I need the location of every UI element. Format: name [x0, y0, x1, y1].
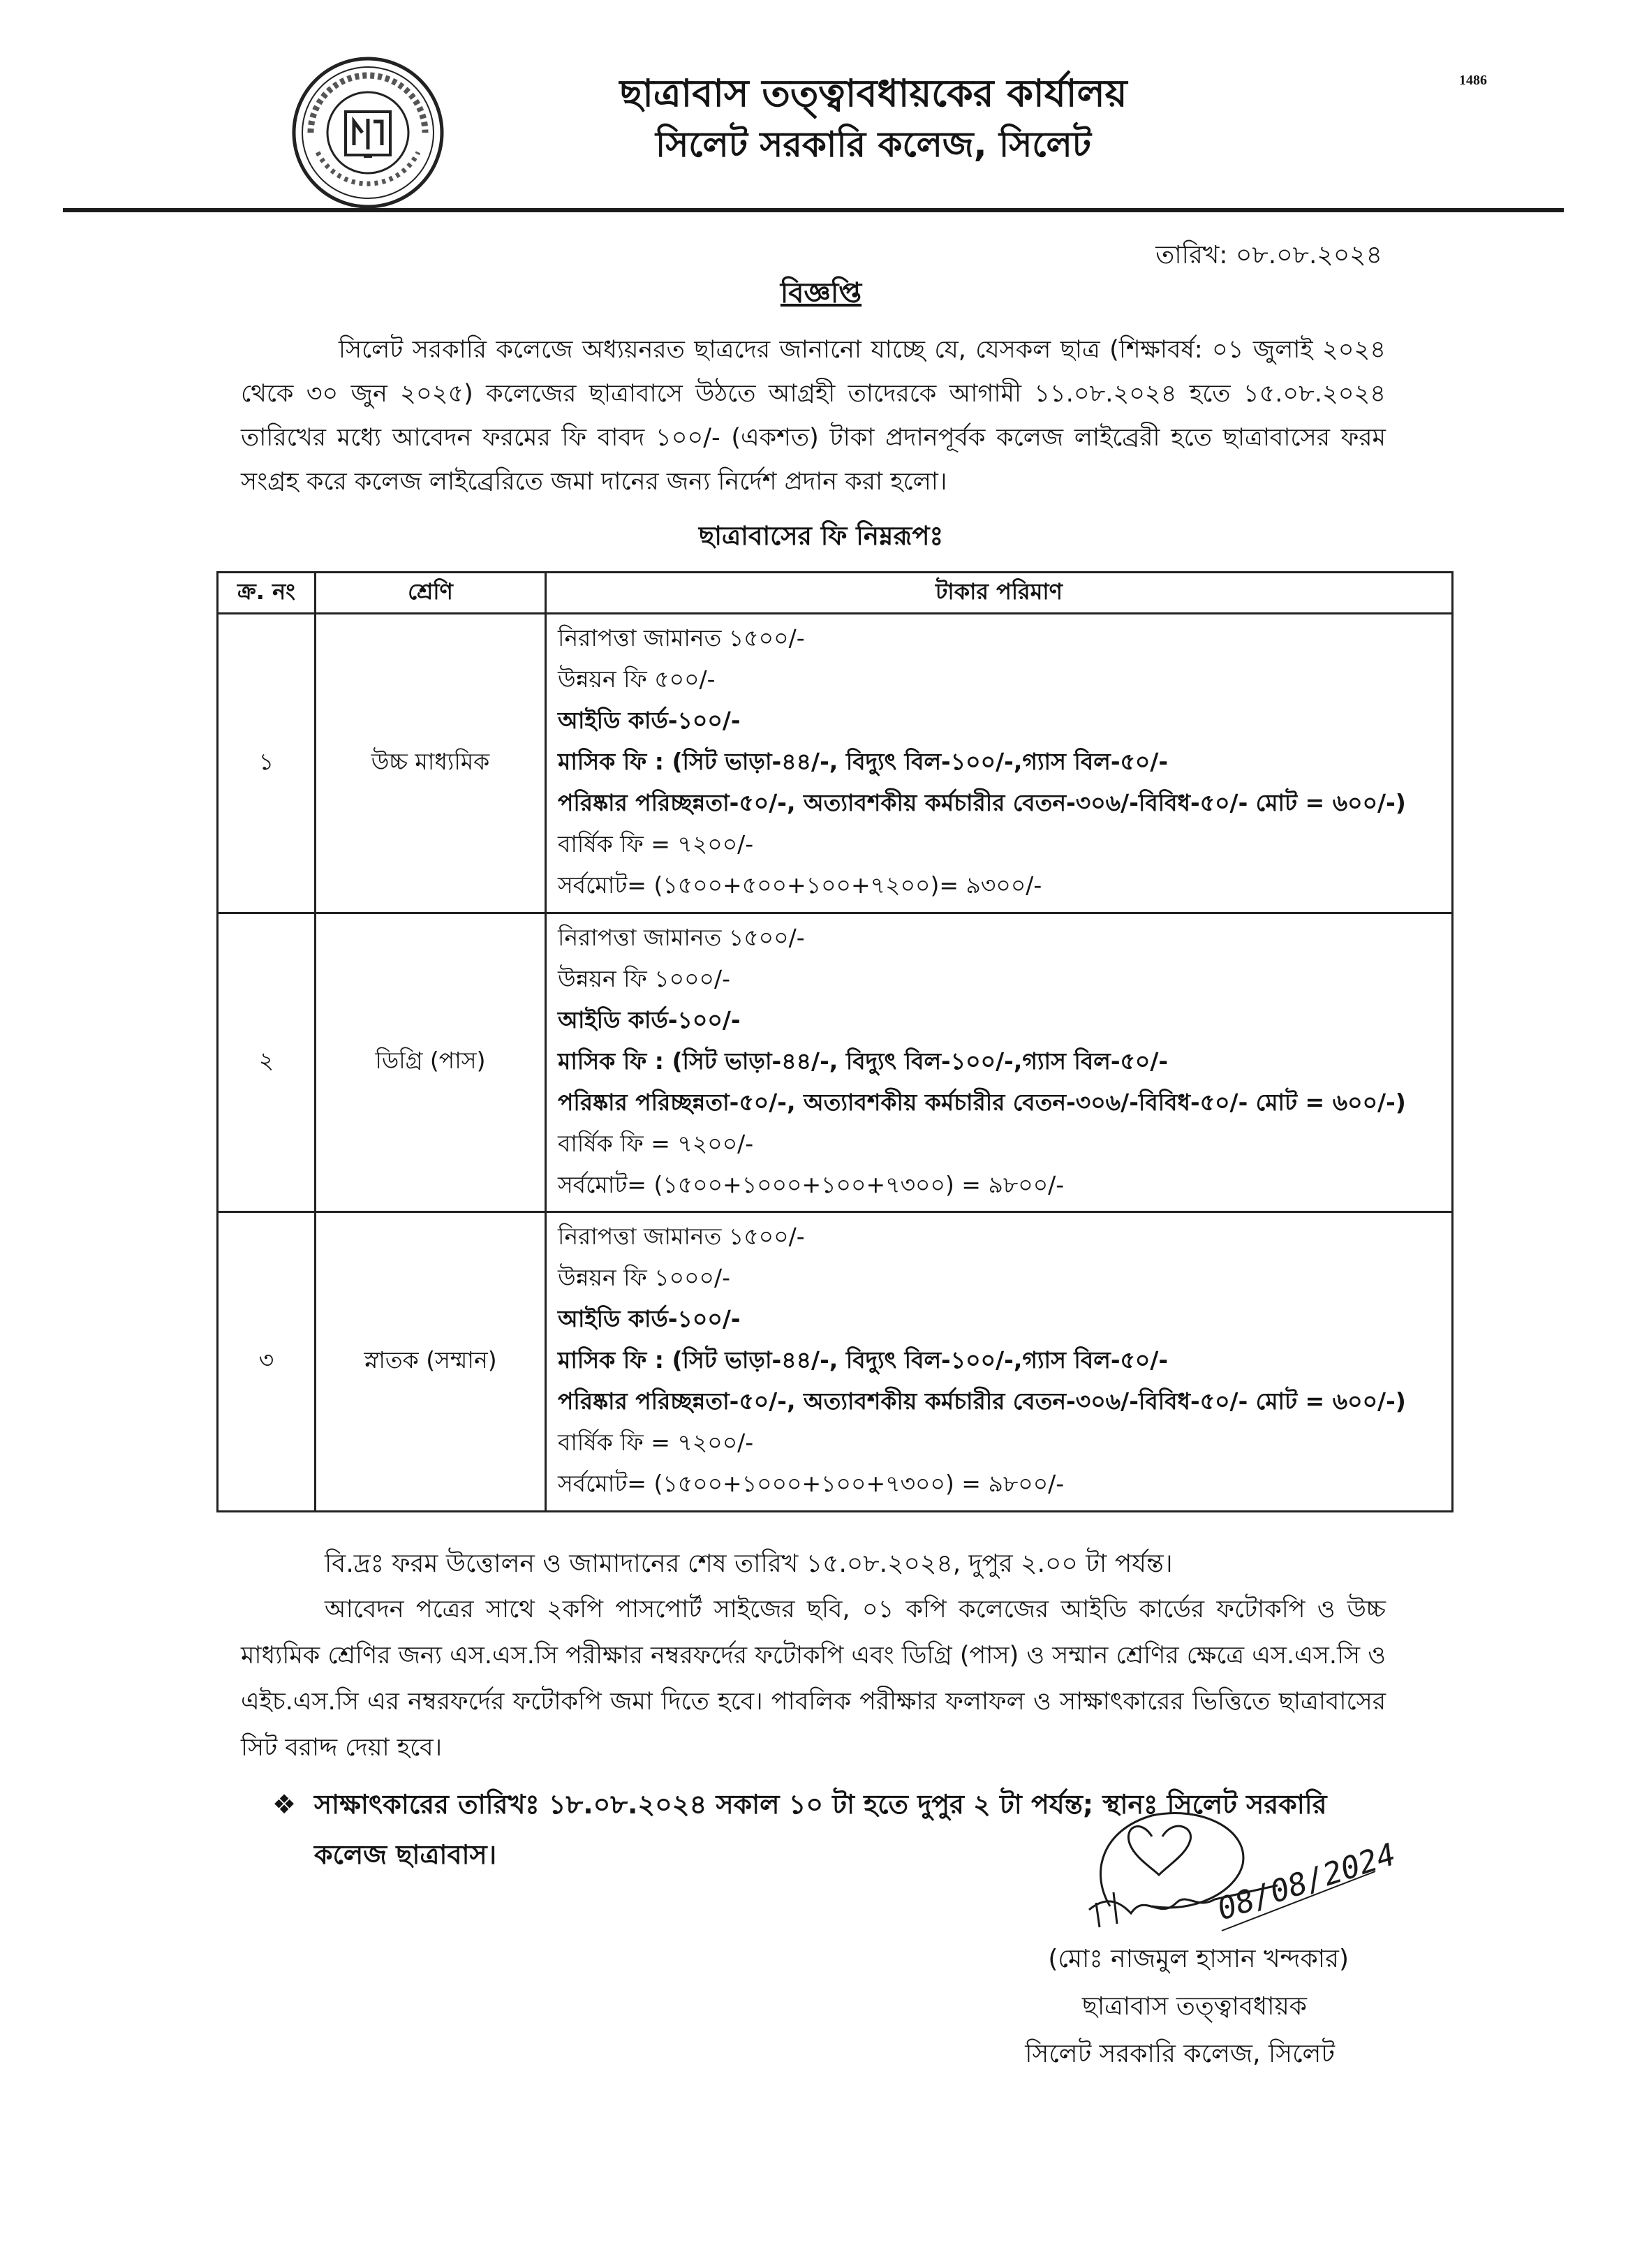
- row-fee-details: [546, 913, 1453, 1212]
- row-class: স্নাতক (সম্মান): [316, 1212, 546, 1512]
- fee-line: বার্ষিক ফি = ৭২০০/-: [558, 1429, 754, 1457]
- reference-number: 1486: [1459, 73, 1487, 88]
- row-class: উচ্চ মাধ্যমিক: [316, 614, 546, 913]
- table-row: [218, 1212, 1453, 1512]
- diamond-bullet-icon: ❖: [272, 1789, 297, 1820]
- documents-note: আবেদন পত্রের সাথে ২কপি পাসপোর্ট সাইজের ছবি, ০১ কপি কলেজের আইডি কার্ডের ফটোকপি ও উচ্চ মাধ্যমিক শ্রেণির জন্য এস.এস.সি পরীক্ষার নম্বরফর্দের ফটোকপি এবং ডিগ্রি (পাস) ও সম্মান শ্রেণির ক্ষেত্রে এস.এস.সি ও এইচ.এস.সি এর নম্বরফর্দের ফটোকপি জমা দিতে হবে। পাবলিক পরীক্ষার ফলাফল ও সাক্ষাৎকারের ভিত্তিতে ছাত্রাবাসের সিট বরাদ্দ দেয়া হবে।: [241, 1596, 1386, 1762]
- header-serial: ক্র. নং: [218, 573, 316, 614]
- header-class: শ্রেণি: [316, 573, 546, 614]
- fee-line: নিরাপত্তা জামানত ১৫০০/-: [558, 1223, 805, 1251]
- header-divider: [63, 208, 1564, 212]
- notice-title: বিজ্ঞপ্তি: [780, 277, 862, 309]
- interview-line: কলেজ ছাত্রাবাস।: [314, 1839, 497, 1870]
- signatory-name: (মোঃ নাজমুল হাসান খন্দকার): [1048, 1945, 1349, 1973]
- table-row: [218, 913, 1453, 1212]
- row-class: ডিগ্রি (পাস): [316, 913, 546, 1212]
- fee-heading: ছাত্রাবাসের ফি নিম্নরূপঃ: [698, 521, 944, 551]
- handwritten-signature: [1047, 1788, 1410, 1948]
- fee-line: উন্নয়ন ফি ১০০০/-: [558, 1264, 731, 1292]
- signatory-org: সিলেট সরকারি কলেজ, সিলেট: [1025, 2040, 1335, 2068]
- fee-line: সর্বমোট= (১৫০০+৫০০+১০০+৭২০০)= ৯৩০০/-: [558, 871, 1042, 899]
- header-amount: টাকার পরিমাণ: [546, 573, 1453, 614]
- row-fee-details: [546, 614, 1453, 913]
- fee-line: উন্নয়ন ফি ৫০০/-: [558, 665, 716, 693]
- fee-line: সর্বমোট= (১৫০০+১০০০+১০০+৭৩০০) = ৯৮০০/-: [558, 1170, 1065, 1198]
- notice-body: সিলেট সরকারি কলেজে অধ্যয়নরত ছাত্রদের জানানো যাচ্ছে যে, যেসকল ছাত্র (শিক্ষাবর্ষ: ০১ জুলাই ২০২৪ থেকে ৩০ জুন ২০২৫) কলেজের ছাত্রাবাসে উঠতে আগ্রহী তাদেরকে আগামী ১১.০৮.২০২৪ হতে ১৫.০৮.২০২৪ তারিখের মধ্যে আবেদন ফরমের ফি বাবদ ১০০/- (একশত) টাকা প্রদানপূর্বক কলেজ লাইব্রেরী হতে ছাত্রাবাসের ফরম সংগ্রহ করে কলেজ লাইব্রেরিতে জমা দানের জন্য নির্দেশ প্রদান করা হলো।: [241, 336, 1386, 496]
- table-row: [218, 614, 1453, 913]
- office-title: ছাত্রাবাস তত্ত্বাবধায়কের কার্যালয়: [619, 71, 1127, 115]
- row-serial: ৩: [218, 1212, 316, 1512]
- fee-line: বার্ষিক ফি = ৭২০০/-: [558, 830, 754, 857]
- deadline-note: বি.দ্রঃ ফরম উত্তোলন ও জামাদানের শেষ তারিখ ১৫.০৮.২০২৪, দুপুর ২.০০ টা পর্যন্ত।: [325, 1549, 1173, 1578]
- fee-line: নিরাপত্তা জামানত ১৫০০/-: [558, 624, 805, 651]
- fee-line: মাসিক ফি : (সিট ভাড়া-৪৪/-, বিদ্যুৎ বিল-১০০/-,গ্যাস বিল-৫০/-: [558, 1346, 1169, 1374]
- fee-line: নিরাপত্তা জামানত ১৫০০/-: [558, 923, 805, 951]
- row-fee-details: [546, 1212, 1453, 1512]
- fee-line: পরিষ্কার পরিচ্ছন্নতা-৫০/-, অত্যাবশকীয় কর্মচারীর বেতন-৩০৬/-বিবিধ-৫০/- মোট = ৬০০/-): [558, 789, 1406, 816]
- fee-line: সর্বমোট= (১৫০০+১০০০+১০০+৭৩০০) = ৯৮০০/-: [558, 1470, 1065, 1498]
- fee-line: উন্নয়ন ফি ১০০০/-: [558, 964, 731, 992]
- notice-date: তারিখ: ০৮.০৮.২০২৪: [1155, 241, 1382, 270]
- signatory-role: ছাত্রাবাস তত্ত্বাবধায়ক: [1082, 1992, 1307, 2021]
- row-serial: ১: [218, 614, 316, 913]
- fee-line: মাসিক ফি : (সিট ভাড়া-৪৪/-, বিদ্যুৎ বিল-১০০/-,গ্যাস বিল-৫০/-: [558, 1047, 1169, 1075]
- fee-table: [216, 571, 1454, 1512]
- fee-line: আইডি কার্ড-১০০/-: [558, 707, 741, 734]
- handwritten-date: 08/08/2024: [1213, 1836, 1400, 1928]
- fee-line: আইডি কার্ড-১০০/-: [558, 1305, 741, 1333]
- table-header-row: [218, 573, 1453, 614]
- fee-line: বার্ষিক ফি = ৭২০০/-: [558, 1129, 754, 1157]
- row-serial: ২: [218, 913, 316, 1212]
- interview-line: সাক্ষাৎকারের তারিখঃ ১৮.০৮.২০২৪ সকাল ১০ টা হতে দুপুর ২ টা পর্যন্ত; স্থানঃ সিলেট সরকারি: [314, 1789, 1327, 1820]
- fee-line: পরিষ্কার পরিচ্ছন্নতা-৫০/-, অত্যাবশকীয় কর্মচারীর বেতন-৩০৬/-বিবিধ-৫০/- মোট = ৬০০/-): [558, 1387, 1406, 1415]
- college-name: সিলেট সরকারি কলেজ, সিলেট: [656, 124, 1091, 165]
- fee-line: পরিষ্কার পরিচ্ছন্নতা-৫০/-, অত্যাবশকীয় কর্মচারীর বেতন-৩০৬/-বিবিধ-৫০/- মোট = ৬০০/-): [558, 1088, 1406, 1116]
- fee-line: মাসিক ফি : (সিট ভাড়া-৪৪/-, বিদ্যুৎ বিল-১০০/-,গ্যাস বিল-৫০/-: [558, 748, 1169, 775]
- fee-line: আইডি কার্ড-১০০/-: [558, 1006, 741, 1033]
